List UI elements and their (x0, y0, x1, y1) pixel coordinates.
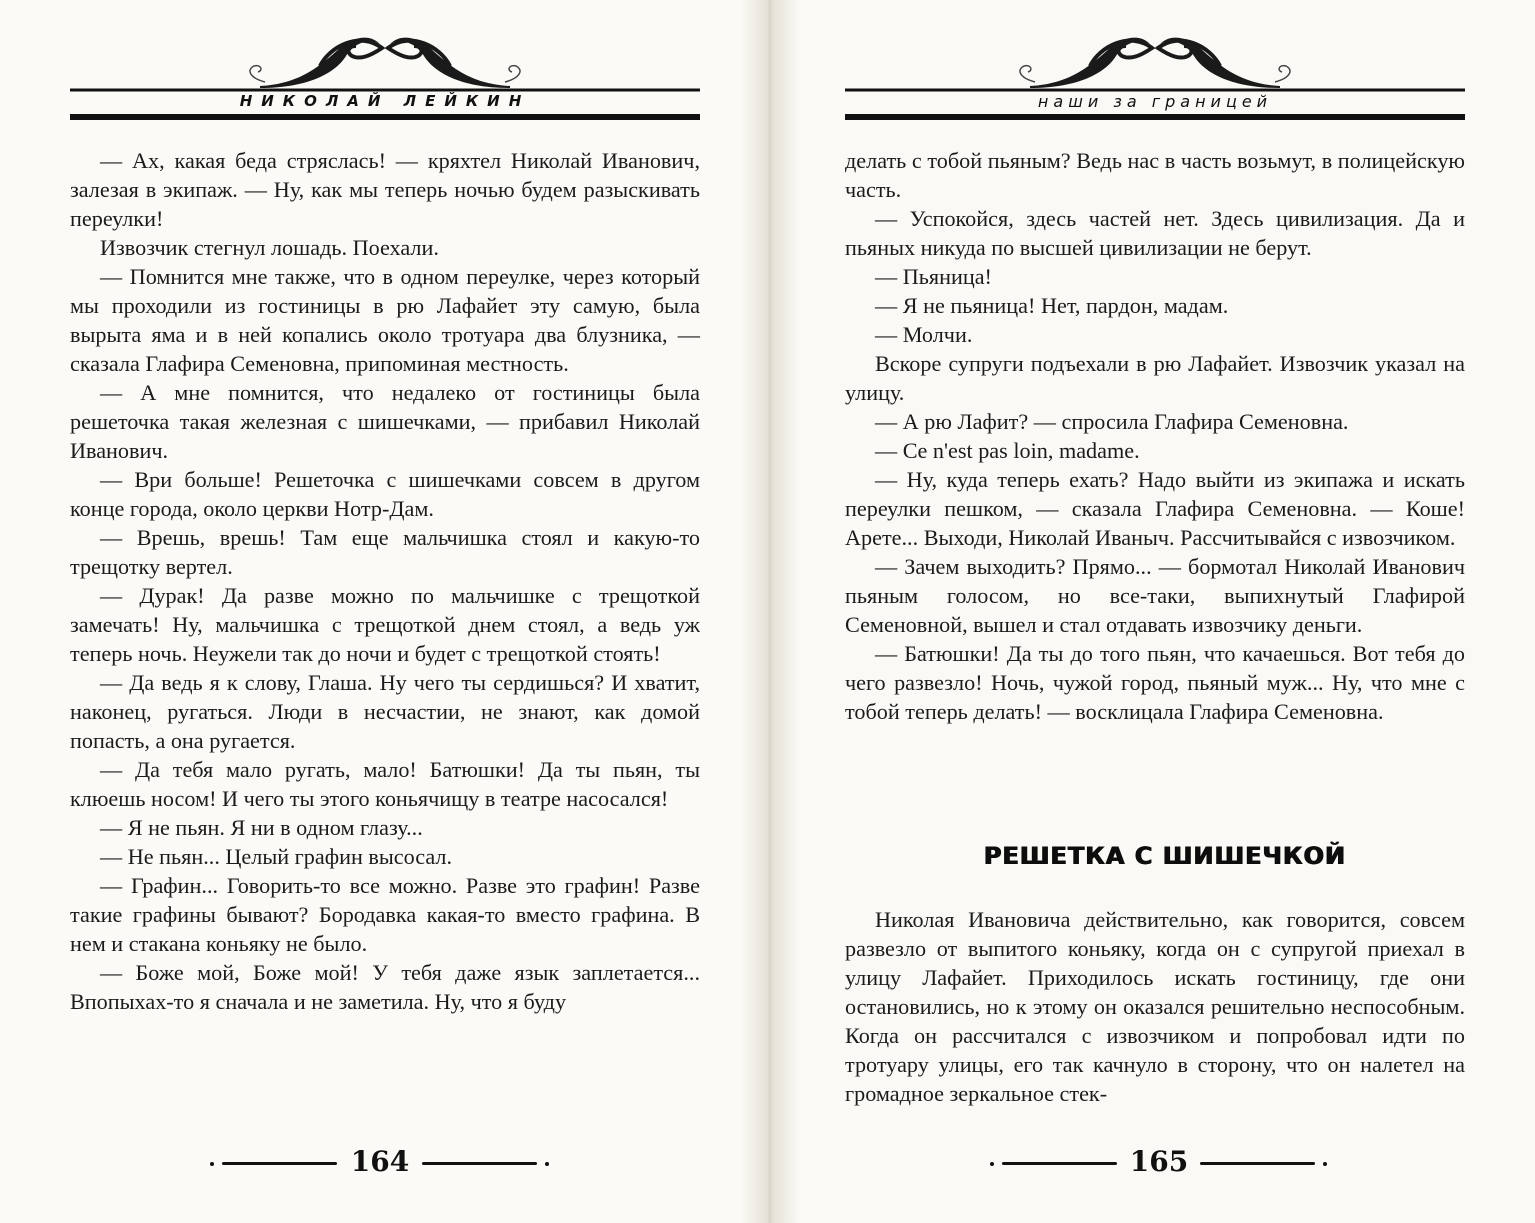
paragraph: — Ах, какая беда стряслась! — кряхтел Николай Иванович, залезая в экипаж. — Ну, как мы теперь ночью будем разыскивать переулки! (70, 148, 700, 231)
paragraph: — Я не пьян. Я ни в одном глазу... (100, 815, 423, 840)
paragraph: — Да тебя мало ругать, мало! Батюшки! Да ты пьян, ты клюешь носом! И чего ты этого коньячищу в театре насосался! (70, 757, 700, 811)
paragraph: Извозчик стегнул лошадь. Поехали. (100, 235, 439, 260)
paragraph: — Ce n'est pas loin, madame. (875, 438, 1140, 463)
chapter-title: РЕШЕТКА С ШИШЕЧКОЙ (983, 842, 1347, 870)
footer-rule (1200, 1162, 1315, 1165)
footer-dot (210, 1162, 214, 1166)
footer-rule (222, 1162, 337, 1165)
footer-rule (1002, 1162, 1117, 1165)
paragraph: — Батюшки! Да ты до того пьян, что качаешься. Вот тебя до чего развезло! Ночь, чужой город, пьяный муж... Ну, что мне с тобой теперь делать! — восклицала Глафира Семеновна. (845, 641, 1465, 724)
page-number: 164 (350, 1145, 410, 1178)
right-header (845, 26, 1465, 126)
paragraph: Вскоре супруги подъехали в рю Лафайет. Извозчик указал на улицу. (845, 351, 1465, 405)
paragraph: — Молчи. (875, 322, 973, 347)
right-body-text (845, 146, 1465, 726)
paragraph: — Дурак! Да разве можно по мальчишке с трещоткой замечать! Ну, мальчишка с трещоткой днем стоял, а ведь уж теперь ночь. Неужели так до ночи и будет с трещоткой стоять! (70, 583, 700, 666)
ornament-icon (70, 26, 700, 94)
paragraph: — Ну, куда теперь ехать? Надо выйти из экипажа и искать переулки пешком, — сказала Глафира Семеновна. — Коше! Арете... Выходи, Николай Иваныч. Рассчитывайся с извозчиком. (845, 467, 1465, 550)
ornament-icon (845, 26, 1465, 94)
running-header: НИКОЛАЙ ЛЕЙКИН (239, 92, 531, 110)
header-rule (845, 114, 1465, 120)
paragraph: — Зачем выходить? Прямо... — бормотал Николай Иванович пьяным голосом, но все-таки, выпихнутый Глафирой Семеновной, вышел и стал отдавать извозчику деньги. (845, 554, 1465, 637)
paragraph: — Врешь, врешь! Там еще мальчишка стоял и какую-то трещотку вертел. (70, 525, 700, 579)
paragraph: — Не пьян... Целый графин высосал. (100, 844, 453, 869)
paragraph: — Графин... Говорить-то все можно. Разве это графин! Разве такие графины бывают? Бородавка какая-то вместо графина. В нем и стакана коньяку не было. (70, 873, 700, 956)
book-gutter (740, 0, 800, 1223)
paragraph: — Да ведь я к слову, Глаша. Ну чего ты сердишься? И хватит, наконец, ругаться. Люди в несчастии, не знают, как домой попасть, а она ругается. (70, 670, 700, 753)
paragraph: — Успокойся, здесь частей нет. Здесь цивилизация. Да и пьяных никуда по высшей цивилизации не берут. (845, 206, 1465, 260)
running-header: наши за границей (1037, 92, 1273, 111)
footer-dot (990, 1162, 994, 1166)
chapter-body-text (845, 905, 1465, 1108)
footer-rule (422, 1162, 537, 1165)
paragraph: — Пьяница! (875, 264, 992, 289)
paragraph: — Я не пьяница! Нет, пардон, мадам. (875, 293, 1229, 318)
footer-dot (1323, 1162, 1327, 1166)
paragraph: — Помнится мне также, что в одном переулке, через который мы проходили из гостиницы в рю Лафайет эту самую, была вырыта яма и в ней копались около тротуара два блузника, — сказала Глафира Семеновна, припоминая местность. (70, 264, 700, 376)
paragraph: — Боже мой, Боже мой! У тебя даже язык заплетается... Впопыхах-то я сначала и не заметила. Ну, что я буду (70, 960, 700, 1014)
left-body-text (70, 146, 700, 1016)
footer-dot (545, 1162, 549, 1166)
paragraph: — А мне помнится, что недалеко от гостиницы была решеточка такая железная с шишечками, — прибавил Николай Иванович. (70, 380, 700, 463)
paragraph: — А рю Лафит? — спросила Глафира Семеновна. (875, 409, 1349, 434)
header-rule (70, 114, 700, 120)
paragraph: Николая Ивановича действительно, как говорится, совсем развезло от выпитого коньяку, когда он с супругой приехал в улицу Лафайет. Приходилось искать гостиницу, где они остановились, но к этому он оказался решительно неспособным. Когда он рассчитался с извозчиком и попробовал идти по тротуару улицы, его так качнуло в сторону, что он налетел на громадное зеркальное стек- (845, 907, 1465, 1106)
paragraph: — Ври больше! Решеточка с шишечками совсем в другом конце города, около церкви Нотр-Дам. (70, 467, 700, 521)
page-number: 165 (1129, 1145, 1189, 1178)
paragraph: делать с тобой пьяным? Ведь нас в часть возьмут, в полицейскую часть. (845, 148, 1465, 202)
left-header (70, 26, 700, 126)
